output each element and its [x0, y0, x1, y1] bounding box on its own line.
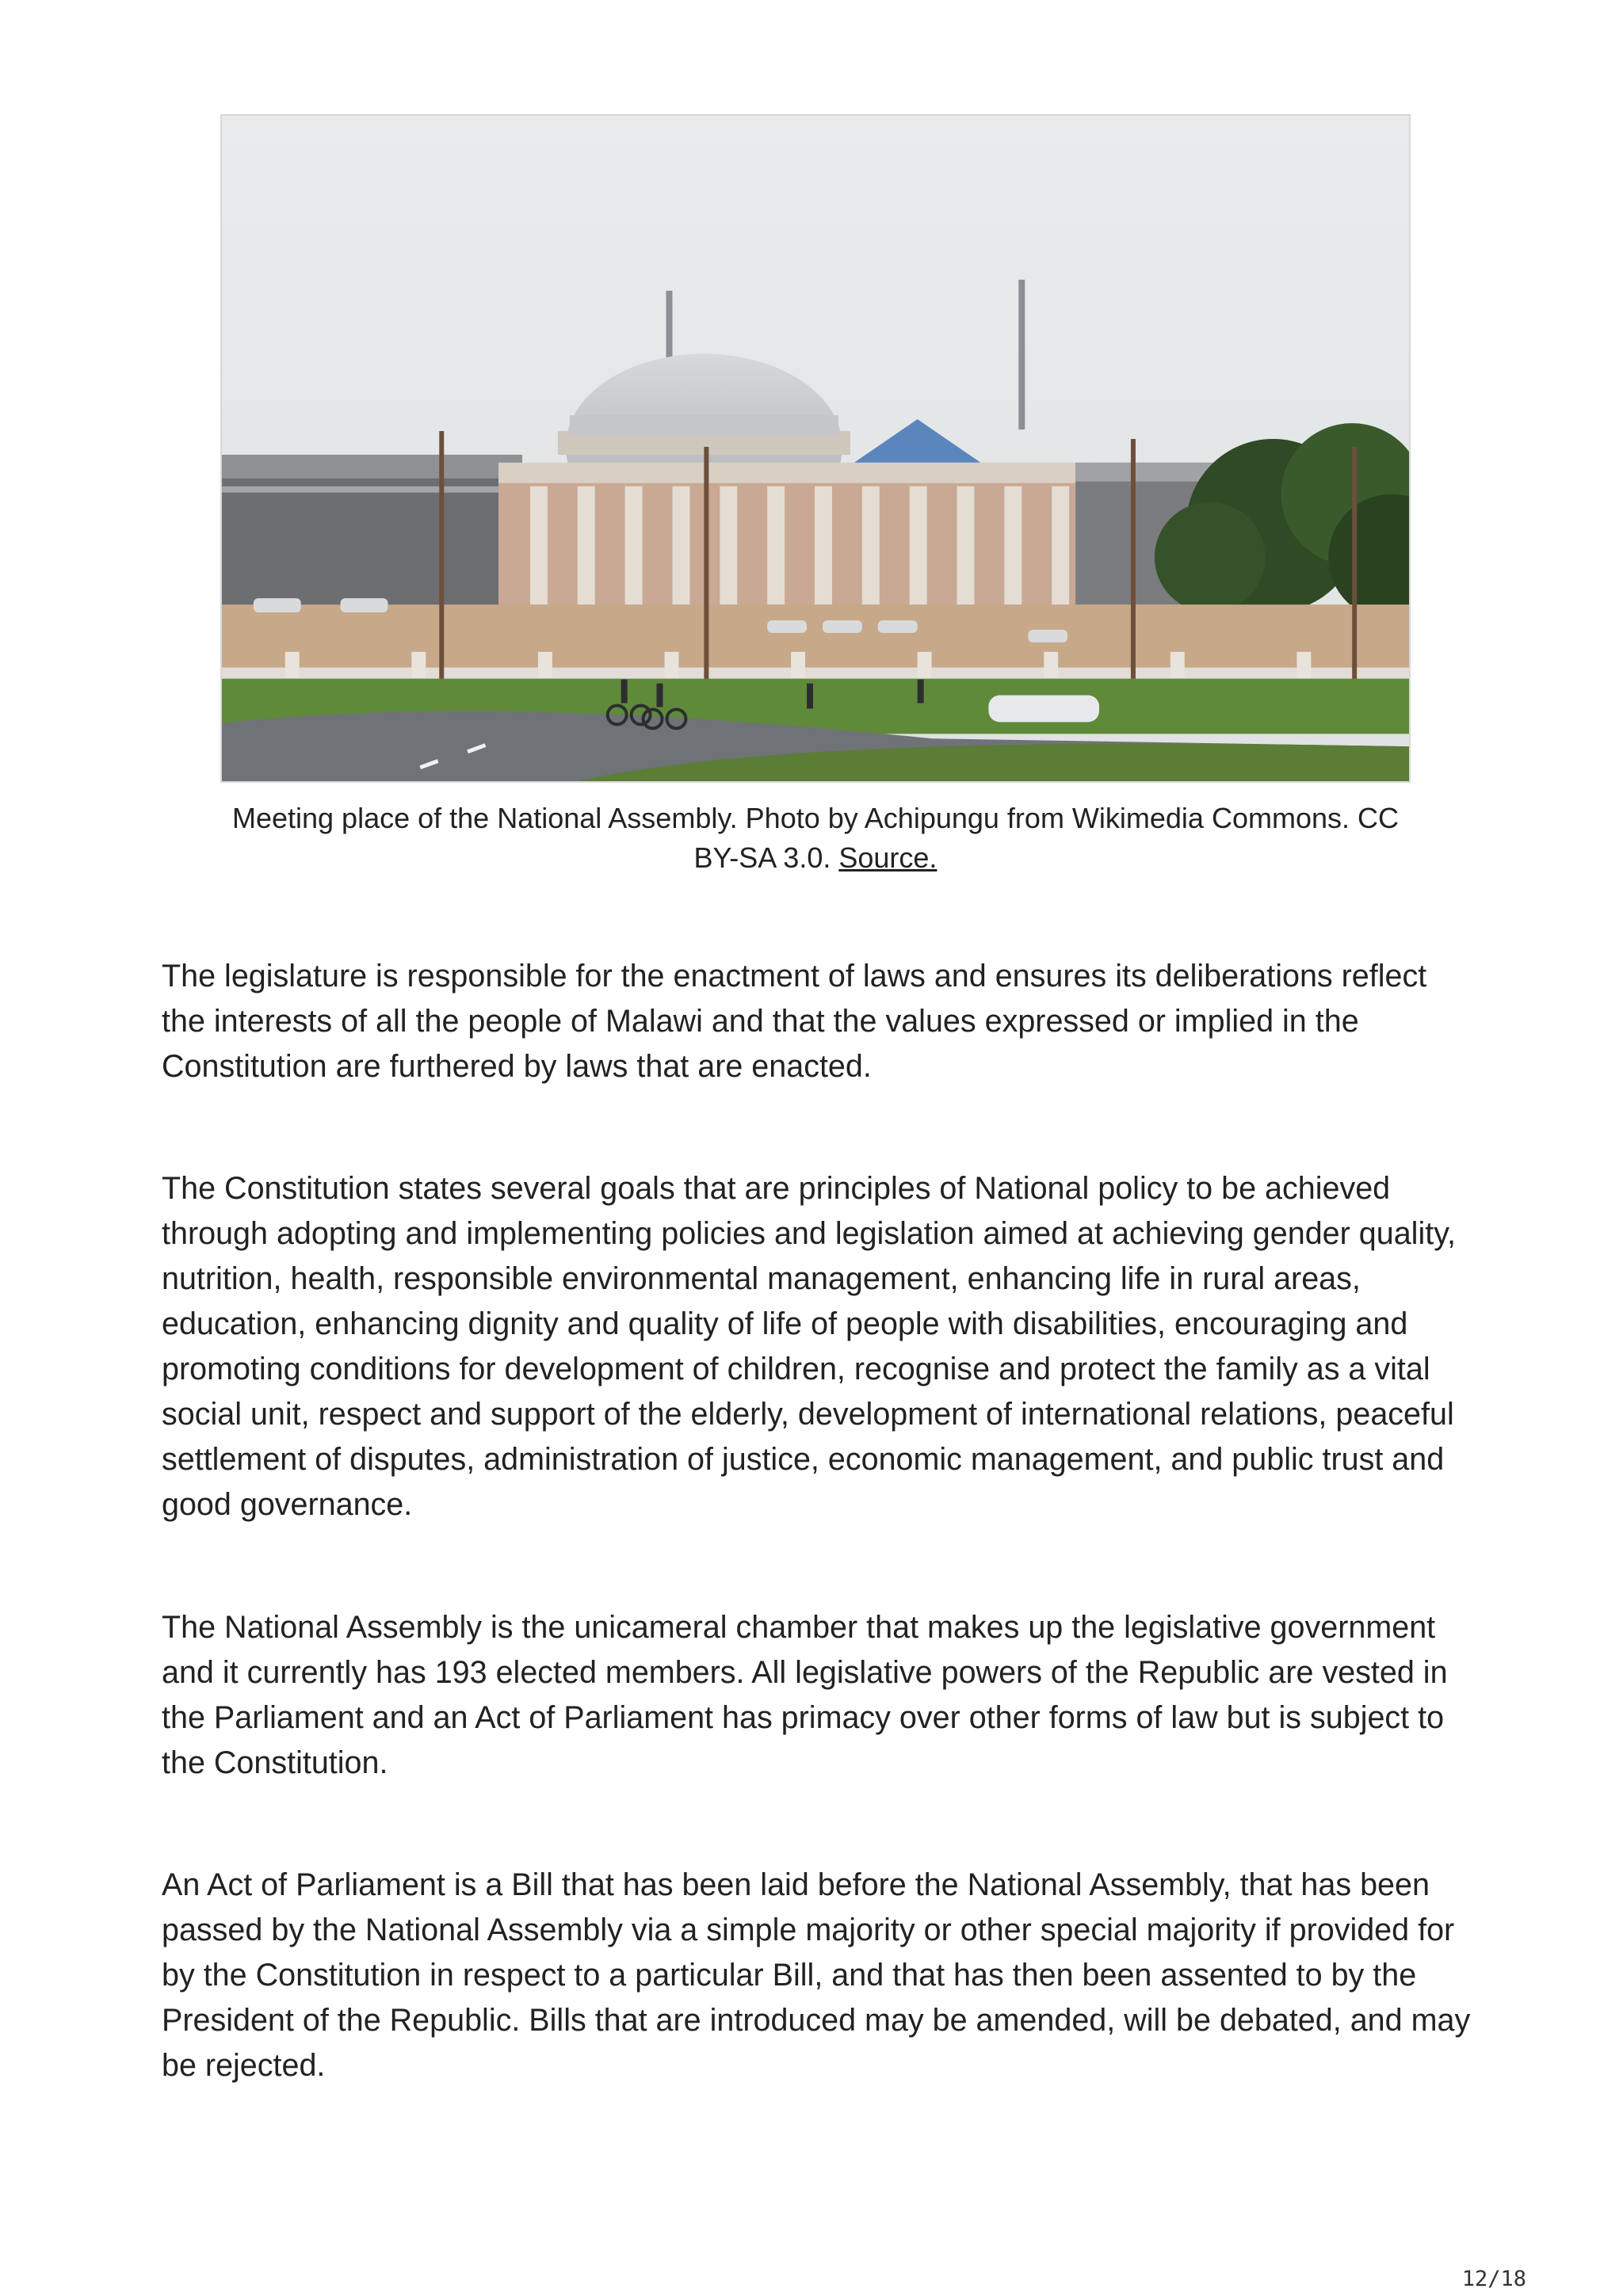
- paragraph-act-of-parliament: An Act of Parliament is a Bill that has been laid before the National Assembly, that has been passed by the National Assembly via a simple majority or other special majority if provided for by the Constitution in respect to a particular Bill, and that has then been assented to by the President of the Republic. Bills that are introduced may be amended, will be debated, and may be rejected.: [162, 1867, 1471, 2083]
- photo-caption: [220, 799, 1411, 878]
- caption-source-link[interactable]: Source.: [838, 841, 938, 874]
- paragraph-national-assembly: The National Assembly is the unicameral chamber that makes up the legislative government and it currently has 193 elected members. All legislative powers of the Republic are vested in the Parliament and an Act of Parliament has primacy over other forms of law but is subject to the Constitution.: [162, 1610, 1448, 1780]
- page-number: 12/18: [1461, 2267, 1526, 2291]
- caption-text: Meeting place of the National Assembly. Photo by Achipungu from Wikimedia Commons. CC BY-SA 3.0.: [231, 802, 1399, 874]
- paragraph-legislature-role: The legislature is responsible for the enactment of laws and ensures its deliberations reflect the interests of all the people of Malawi and that the values expressed or implied in the Constitution are furthered by laws that are enacted.: [162, 959, 1427, 1084]
- national-assembly-photo: [220, 114, 1411, 783]
- paragraph-constitution-goals: The Constitution states several goals that are principles of National policy to be achieved through adopting and implementing policies and legislation aimed at achieving gender quality, nutrition, health, responsible environmental management, enhancing life in rural areas, education, enhancing dignity and quality of life of people with disabilities, encouraging and promoting conditions for development of children, recognise and protect the family as a vital social unit, respect and support of the elderly, development of international relations, peaceful settlement of disputes, administration of justice, economic management, and public trust and good governance.: [162, 1171, 1457, 1522]
